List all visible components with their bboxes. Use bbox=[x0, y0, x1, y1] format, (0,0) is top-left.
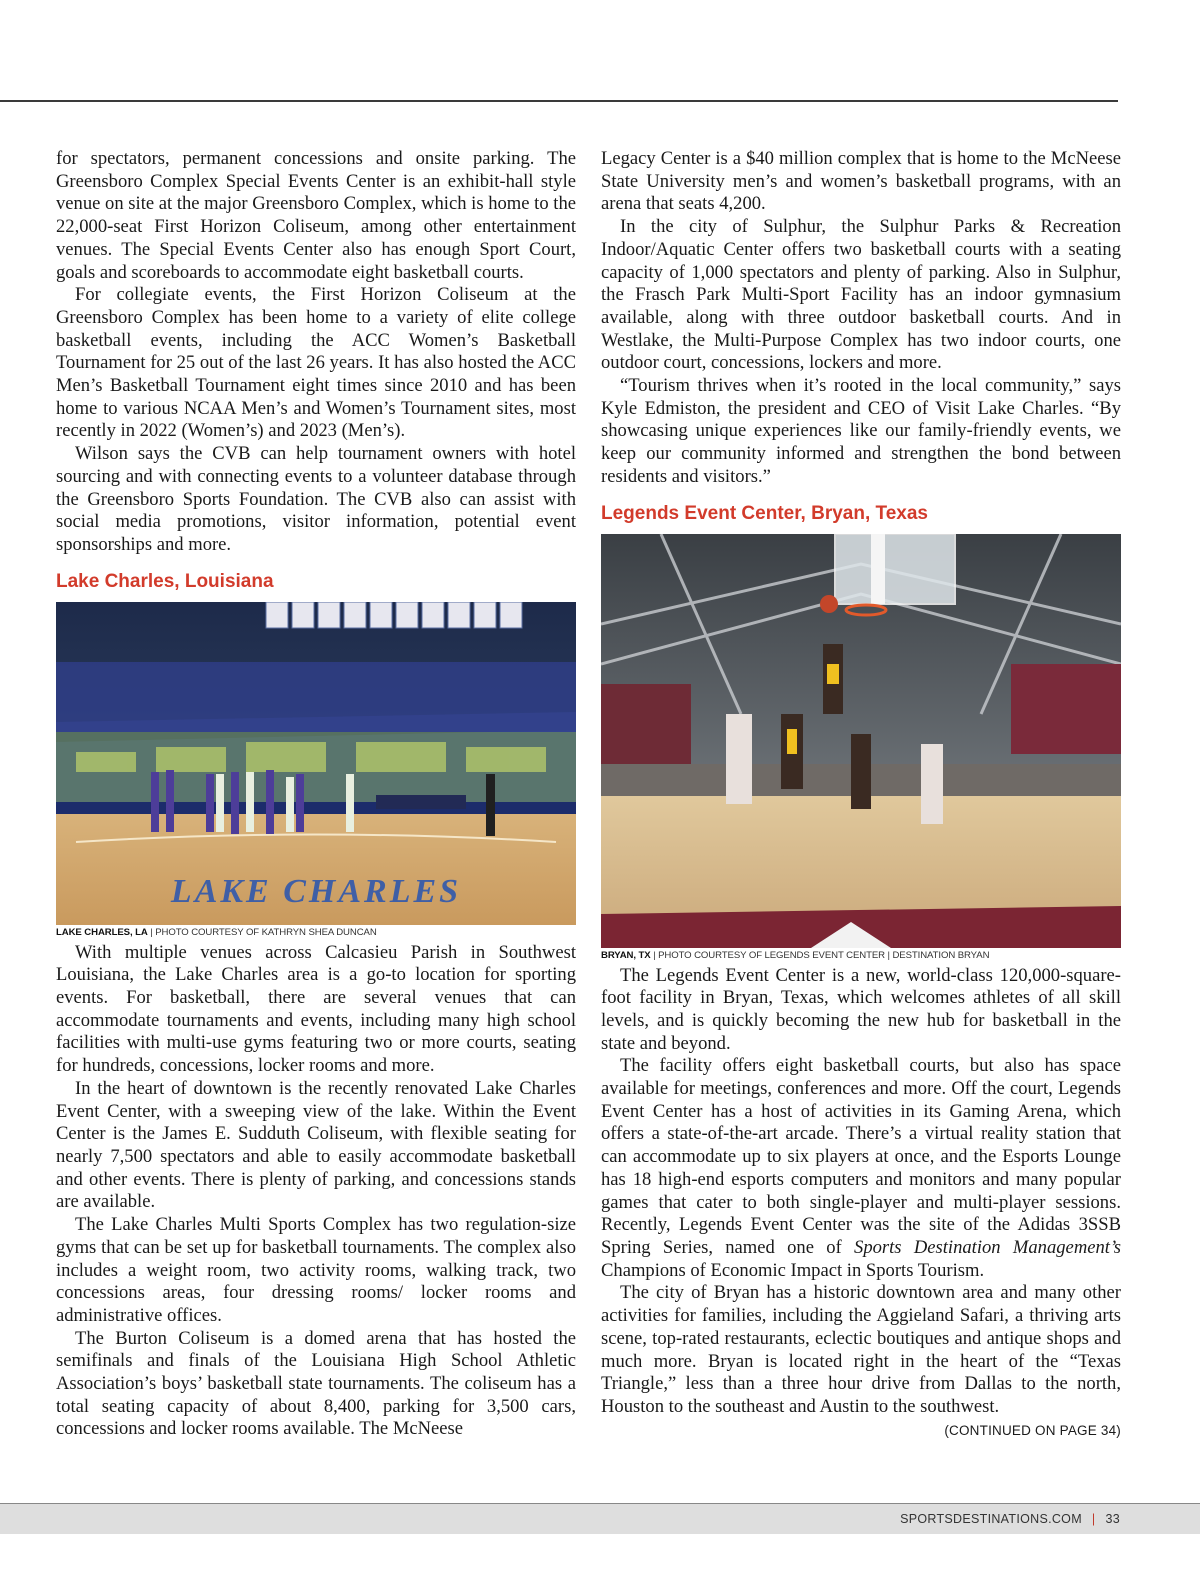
body-paragraph: In the heart of downtown is the recently renovated Lake Charles Event Center, with a sweeping view of the lake. Within the Event Center is the James E. Sudduth Coliseum, with flexible seating for nearly 7,500 spectators and able to easily accommodate basketball and other events. There is plenty of parking, and concessions stands are available. bbox=[56, 1077, 576, 1213]
section-heading-legends: Legends Event Center, Bryan, Texas bbox=[601, 502, 928, 524]
photo-caption bbox=[56, 927, 576, 939]
body-paragraph: The Burton Coliseum is a domed arena that has hosted the semifinals and finals of the Louisiana High School Athletic Association’s boys’ basketball state tournaments. The coliseum has a total seating capacity of about 8,400, parking for 3,500 cars, concessions and locker rooms available. The McNeese bbox=[56, 1327, 576, 1440]
body-paragraph bbox=[601, 1055, 1121, 1282]
paragraph-text: The facility offers eight basketball courts, but also has space available for meetings, conferences and more. Off the court, Legends Event Center has a host of activities in its Gaming Arena, which offers a state-of-the-art arcade. There’s a virtual reality station that can accommodate up to six players at once, and the Esports Lounge has 18 high-end esports computers and monitors and many popular games that cater to both single-player and multi-player sessions. Recently, Legends Event Center was the site of the Adidas 3SSB Spring Series, named one of bbox=[601, 1055, 1121, 1258]
section-heading-lake-charles: Lake Charles, Louisiana bbox=[56, 570, 274, 592]
body-paragraph: for spectators, permanent concessions and onsite parking. The Greensboro Complex Special Events Center is an exhibit-hall style venue on site at the major Greensboro Complex, which is home to the 22,000-seat First Horizon Coliseum, among other entertainment venues. The Special Events Center also has enough Sport Court, goals and scoreboards to accommodate eight basketball courts. bbox=[56, 148, 576, 283]
body-paragraph bbox=[601, 1282, 1121, 1438]
caption-location: BRYAN, TX bbox=[601, 949, 651, 961]
page-number: 33 bbox=[1105, 1512, 1120, 1526]
body-paragraph: For collegiate events, the First Horizon Coliseum at the Greensboro Complex has been home to a variety of elite college basketball events, including the ACC Women’s Basketball Tournament for 25 out of the last 26 years. It has also hosted the ACC Men’s Basketball Tournament eight times since 2010 and has been home to various NCAA Men’s and Women’s Tournament sites, most recently in 2022 (Women’s) and 2023 (Men’s). bbox=[56, 284, 576, 442]
legends-photo bbox=[601, 534, 1121, 948]
caption-credit: | PHOTO COURTESY OF LEGENDS EVENT CENTER | DESTINATION BRYAN bbox=[650, 949, 990, 961]
body-paragraph: The Legends Event Center is a new, world-class 120,000-square-foot facility in Bryan, Texas, which welcomes athletes of all skill levels, and is quickly becoming the new hub for basketball in the state and beyond. bbox=[601, 964, 1121, 1054]
publication-title: Sports Destination Management’s bbox=[854, 1236, 1121, 1258]
body-paragraph: Legacy Center is a $40 million complex that is home to the McNeese State University men’s and women’s basketball programs, with an arena that seats 4,200. bbox=[601, 148, 1121, 215]
court-logo-text: LAKE CHARLES bbox=[170, 872, 462, 910]
caption-credit: | PHOTO COURTESY OF KATHRYN SHEA DUNCAN bbox=[147, 926, 377, 938]
gym-illustration bbox=[601, 534, 1121, 948]
body-paragraph: Wilson says the CVB can help tournament owners with hotel sourcing and with connecting events to a volunteer database through the Greensboro Sports Foundation. The CVB also can assist with social media promotions, visitor information, potential event sponsorships and more. bbox=[56, 443, 576, 555]
footer-site: SPORTSDESTINATIONS.COM bbox=[900, 1512, 1082, 1526]
lake-charles-photo bbox=[56, 602, 576, 925]
paragraph-text: The city of Bryan has a historic downtown area and many other activities for families, including the Aggieland Safari, a thriving arts scene, top-rated restaurants, eclectic boutiques and antique shops and much more. Bryan is located right in the heart of the “Texas Triangle,” less than a three hour drive from Dallas to the north, Houston to the southeast and Austin to the southwest. bbox=[601, 1282, 1121, 1417]
left-column bbox=[56, 148, 576, 1441]
paragraph-text: Champions of Economic Impact in Sports Tourism. bbox=[601, 1259, 985, 1281]
caption-location: LAKE CHARLES, LA bbox=[56, 926, 148, 938]
footer-separator: | bbox=[1091, 1512, 1096, 1526]
right-column bbox=[601, 148, 1121, 1442]
photo-caption bbox=[601, 950, 1121, 962]
arena-illustration bbox=[56, 602, 576, 925]
body-paragraph: “Tourism thrives when it’s rooted in the local community,” says Kyle Edmiston, the president and CEO of Visit Lake Charles. “By showcasing unique experiences like our family-friendly events, we keep our community informed and strengthen the bond between residents and visitors.” bbox=[601, 375, 1121, 487]
top-rule bbox=[0, 100, 1118, 102]
body-paragraph: The Lake Charles Multi Sports Complex has two regulation-size gyms that can be set up for basketball tournaments. The complex also includes a weight room, two activity rooms, walking track, two concessions areas, four dressing rooms/ locker rooms and administrative offices. bbox=[56, 1214, 576, 1326]
page-footer bbox=[0, 1503, 1200, 1534]
body-paragraph: In the city of Sulphur, the Sulphur Parks & Recreation Indoor/Aquatic Center offers two basketball courts with a seating capacity of 1,000 spectators and plenty of parking. Also in Sulphur, the Frasch Park Multi-Sport Facility has an indoor gymnasium available, along with three outdoor basketball courts. And in Westlake, the Multi-Purpose Complex has two indoor courts, one outdoor court, concessions, lockers and more. bbox=[601, 216, 1121, 374]
footer-text bbox=[900, 1512, 1120, 1526]
body-paragraph: With multiple venues across Calcasieu Parish in Southwest Louisiana, the Lake Charles area is a go-to location for sporting events. For basketball, there are several venues that can accommodate tournaments and events, including many high school facilities with multi-use gyms featuring two or more courts, seating for hundreds, concessions, locker rooms and more. bbox=[56, 941, 576, 1077]
continued-notice: (CONTINUED ON PAGE 34) bbox=[944, 1422, 1121, 1438]
